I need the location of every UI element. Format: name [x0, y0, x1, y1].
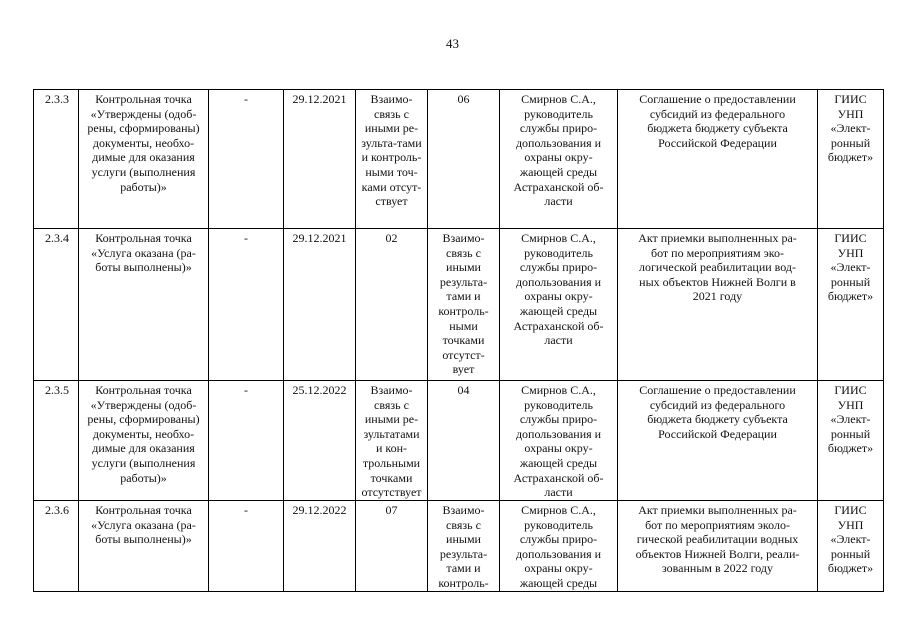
cell-text-line: объектов Нижней Волги, реали-: [635, 546, 800, 561]
cell-text-line: допользования и: [515, 546, 602, 561]
end-date: 29.12.2021: [284, 90, 356, 229]
cell-text-line: ронный: [830, 546, 871, 561]
cell-text-line: услуги (выполнения: [91, 164, 196, 179]
cell-text-line: ласти: [544, 194, 573, 209]
cell-text-line: охраны окру-: [524, 561, 593, 576]
cell-text-line: иными ре-: [364, 121, 419, 136]
cell-text-line: боты выполнены)»: [95, 532, 192, 547]
cell-text-line: руководитель: [524, 106, 593, 121]
cell-text-line: службы приро-: [519, 412, 598, 427]
cell-text-line: Смирнов С.А.,: [521, 383, 596, 397]
cell-text-line: димые для оказания: [92, 150, 195, 165]
control-points-table: [33, 89, 884, 592]
row-number: 2.3.3: [34, 90, 79, 229]
cell-text-line: зультатами: [363, 426, 420, 441]
cell-text-line: иными ре-: [364, 412, 419, 427]
cell-text-line: работы)»: [120, 470, 167, 485]
cell-text-line: Соглашение о предоставлении: [639, 383, 796, 397]
cell-text-line: результа-: [439, 546, 488, 561]
cell-text-line: отсутствует: [361, 485, 422, 500]
cell-text-line: контроль-: [438, 303, 489, 318]
start-date: -: [209, 501, 284, 592]
cell-text-line: иными: [446, 260, 481, 275]
cell-text-line: ГИИС: [834, 503, 867, 517]
cell-text-line: и кон-: [375, 441, 408, 456]
cell-text-line: ГИИС: [834, 231, 867, 245]
cell-text-line: УНП: [837, 106, 864, 121]
cell-text-line: документы, необхо-: [92, 135, 195, 150]
cell-text-line: Смирнов С.А.,: [521, 231, 596, 245]
cell-text-line: ными: [449, 318, 478, 333]
table-row: [34, 381, 884, 501]
cell-text-line: жающей среды: [519, 575, 598, 590]
end-date: 29.12.2022: [284, 501, 356, 592]
cell-text-line: жающей среды: [519, 455, 598, 470]
cell-text-line: допользования и: [515, 274, 602, 289]
cell-text-line: жающей среды: [519, 303, 598, 318]
cell-text-line: ронный: [830, 135, 871, 150]
cell-text-line: ронный: [830, 426, 871, 441]
cell-text-line: охраны окру-: [524, 441, 593, 456]
cell-text-line: ласти: [544, 485, 573, 500]
cell-text-line: «Элект-: [830, 260, 871, 275]
row-number: 2.3.6: [34, 501, 79, 592]
cell-text-line: «Элект-: [830, 121, 871, 136]
cell-text-line: боты выполнены)»: [95, 260, 192, 275]
cell-text-line: бюджет»: [827, 289, 874, 304]
cell-text-line: руководитель: [524, 397, 593, 412]
cell-text-line: Астраханской об-: [513, 318, 604, 333]
cell-text-line: «Элект-: [830, 412, 871, 427]
cell-text-line: Астраханской об-: [513, 470, 604, 485]
predecessor-cell: [356, 229, 428, 381]
code-cell: [428, 381, 500, 501]
cell-text-line: ками отсут-: [361, 179, 422, 194]
cell-text-line: ГИИС: [834, 92, 867, 106]
cell-text-line: зульта-тами: [361, 135, 422, 150]
information-system: [818, 90, 884, 229]
cell-text-line: «Услуга оказана (ра-: [91, 245, 196, 260]
cell-text-line: контроль-: [438, 575, 489, 590]
cell-text-line: Российской Федерации: [658, 426, 777, 441]
cell-text-line: бот по мероприятиям эко-: [650, 245, 785, 260]
cell-text-line: рены, сформированы): [87, 412, 200, 427]
cell-text-line: и контроль-: [361, 150, 422, 165]
cell-text-line: иными: [446, 532, 481, 547]
responsible-person: [500, 501, 618, 592]
cell-text-line: Контрольная точка: [95, 503, 192, 517]
code-cell: [428, 90, 500, 229]
predecessor-cell: [356, 501, 428, 592]
cell-text-line: руководитель: [524, 517, 593, 532]
document-type: [618, 501, 818, 592]
cell-text-line: Российской Федерации: [658, 135, 777, 150]
cell-text-line: связь с: [374, 106, 409, 121]
page-number: 43: [446, 36, 459, 51]
cell-text-line: Астраханской об-: [513, 179, 604, 194]
cell-text-line: 06: [457, 92, 470, 106]
document-type: [618, 90, 818, 229]
predecessor-cell: [356, 90, 428, 229]
responsible-person: [500, 381, 618, 501]
cell-text-line: 04: [457, 383, 470, 397]
cell-text-line: документы, необхо-: [92, 426, 195, 441]
cell-text-line: работы)»: [120, 179, 167, 194]
cell-text-line: ГИИС: [834, 383, 867, 397]
row-number: 2.3.5: [34, 381, 79, 501]
cell-text-line: УНП: [837, 517, 864, 532]
information-system: [818, 501, 884, 592]
cell-text-line: гической реабилитации водных: [636, 532, 799, 547]
cell-text-line: Контрольная точка: [95, 92, 192, 106]
cell-text-line: бюджета бюджету субъекта: [647, 121, 788, 136]
cell-text-line: отсутст-: [442, 347, 485, 362]
cell-text-line: тами и: [446, 561, 481, 576]
cell-text-line: ствует: [375, 194, 408, 209]
end-date: 25.12.2022: [284, 381, 356, 501]
cell-text-line: точками: [370, 470, 413, 485]
cell-text-line: бюджет»: [827, 441, 874, 456]
cell-text-line: Смирнов С.А.,: [521, 92, 596, 106]
cell-text-line: ными точ-: [365, 164, 418, 179]
cell-text-line: Взаимо-: [370, 383, 413, 397]
row-number: 2.3.4: [34, 229, 79, 381]
cell-text-line: 07: [385, 503, 398, 517]
cell-text-line: Взаимо-: [370, 92, 413, 106]
cell-text-line: услуги (выполнения: [91, 455, 196, 470]
cell-text-line: 02: [385, 231, 398, 245]
cell-text-line: Соглашение о предоставлении: [639, 92, 796, 106]
cell-text-line: Акт приемки выполненных ра-: [638, 231, 797, 245]
cell-text-line: результа-: [439, 274, 488, 289]
cell-text-line: допользования и: [515, 426, 602, 441]
cell-text-line: Контрольная точка: [95, 231, 192, 245]
cell-text-line: связь с: [446, 245, 481, 260]
cell-text-line: УНП: [837, 397, 864, 412]
start-date: -: [209, 229, 284, 381]
cell-text-line: допользования и: [515, 135, 602, 150]
cell-text-line: димые для оказания: [92, 441, 195, 456]
cell-text-line: вует: [452, 362, 475, 377]
cell-text-line: бюджет»: [827, 561, 874, 576]
start-date: -: [209, 381, 284, 501]
table-row: [34, 229, 884, 381]
cell-text-line: «Услуга оказана (ра-: [91, 517, 196, 532]
cell-text-line: 2021 году: [692, 289, 743, 304]
cell-text-line: Смирнов С.А.,: [521, 503, 596, 517]
table-row: [34, 501, 884, 592]
cell-text-line: тами и: [446, 289, 481, 304]
cell-text-line: субсидий из федерального: [649, 106, 786, 121]
cell-text-line: УНП: [837, 245, 864, 260]
cell-text-line: Взаимо-: [442, 231, 485, 245]
cell-text-line: связь с: [446, 517, 481, 532]
information-system: [818, 381, 884, 501]
responsible-person: [500, 90, 618, 229]
table-row: [34, 90, 884, 229]
cell-text-line: точками: [442, 333, 485, 348]
cell-text-line: руководитель: [524, 245, 593, 260]
end-date: 29.12.2021: [284, 229, 356, 381]
cell-text-line: трольными: [362, 455, 421, 470]
control-point-name: [79, 381, 209, 501]
document-type: [618, 381, 818, 501]
cell-text-line: Взаимо-: [442, 503, 485, 517]
cell-text-line: ронный: [830, 274, 871, 289]
control-point-name: [79, 90, 209, 229]
cell-text-line: службы приро-: [519, 532, 598, 547]
cell-text-line: жающей среды: [519, 164, 598, 179]
cell-text-line: субсидий из федерального: [649, 397, 786, 412]
cell-text-line: ласти: [544, 333, 573, 348]
cell-text-line: связь с: [374, 397, 409, 412]
cell-text-line: логической реабилитации вод-: [638, 260, 797, 275]
cell-text-line: службы приро-: [519, 260, 598, 275]
cell-text-line: охраны окру-: [524, 289, 593, 304]
cell-text-line: «Утверждены (одоб-: [90, 106, 197, 121]
cell-text-line: Акт приемки выполненных ра-: [638, 503, 797, 517]
cell-text-line: «Утверждены (одоб-: [90, 397, 197, 412]
cell-text-line: бюджета бюджету субъекта: [647, 412, 788, 427]
cell-text-line: зованным в 2022 году: [661, 561, 774, 576]
code-cell: [428, 501, 500, 592]
start-date: -: [209, 90, 284, 229]
control-point-name: [79, 501, 209, 592]
responsible-person: [500, 229, 618, 381]
cell-text-line: охраны окру-: [524, 150, 593, 165]
document-type: [618, 229, 818, 381]
cell-text-line: службы приро-: [519, 121, 598, 136]
cell-text-line: Контрольная точка: [95, 383, 192, 397]
table-body: [34, 90, 884, 592]
cell-text-line: бюджет»: [827, 150, 874, 165]
information-system: [818, 229, 884, 381]
cell-text-line: бот по мероприятиям эколо-: [645, 517, 790, 532]
cell-text-line: «Элект-: [830, 532, 871, 547]
cell-text-line: ных объектов Нижней Волги в: [639, 274, 796, 289]
code-cell: [428, 229, 500, 381]
control-point-name: [79, 229, 209, 381]
predecessor-cell: [356, 381, 428, 501]
cell-text-line: рены, сформированы): [87, 121, 200, 136]
